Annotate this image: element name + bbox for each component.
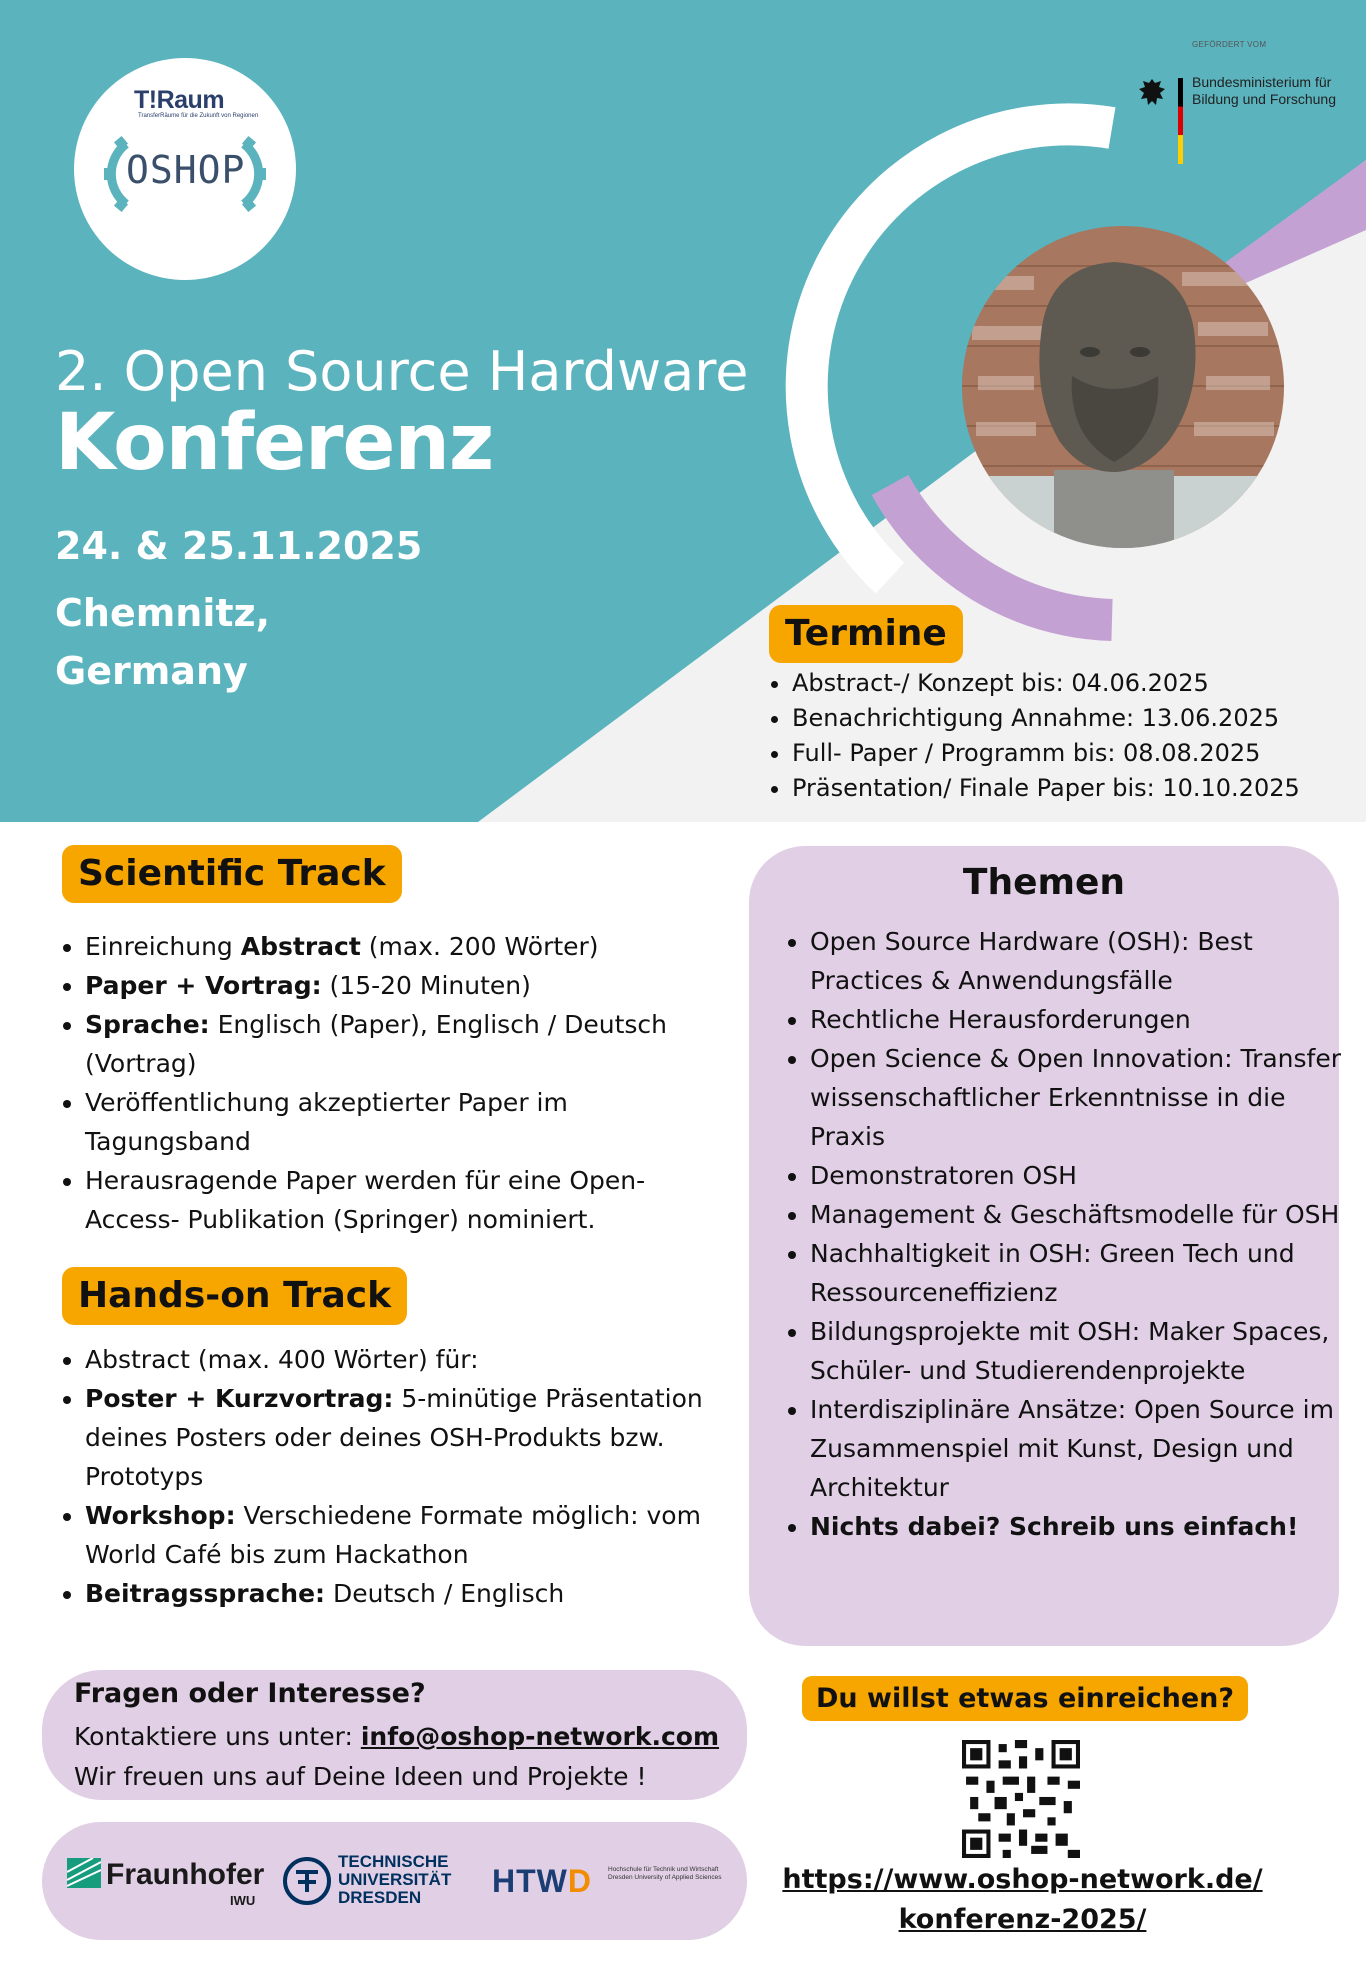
scientific-track-list: [62, 927, 725, 1239]
conference-date: 24. & 25.11.2025: [55, 524, 423, 568]
conference-location: Chemnitz, Germany: [55, 591, 271, 693]
list-item: • Demonstratoren OSH: [810, 1156, 1355, 1195]
themen-heading: Themen: [962, 862, 1126, 903]
tu-dresden-logo: TECHNISCHE UNIVERSITÄT DRESDEN: [338, 1852, 452, 1907]
list-item: • Abstract-/ Konzept bis: 04.06.2025: [792, 666, 1366, 701]
conference-url-link[interactable]: https://www.oshop-network.de/ konferenz-2025/: [782, 1864, 1263, 1935]
list-item: • Management & Geschäftsmodelle für OSH: [810, 1195, 1355, 1234]
hands-on-track-heading: Hands-on Track: [62, 1267, 407, 1325]
ministry-logo-text: Bundesministerium für Bildung und Forschung: [1192, 74, 1336, 107]
list-item: • Paper + Vortrag: (15-20 Minuten): [85, 966, 725, 1005]
tiraum-logo: T!Raum: [134, 86, 225, 114]
list-item: • Sprache: Englisch (Paper), Englisch / Deutsch (Vortrag): [85, 1005, 725, 1083]
list-item: • Herausragende Paper werden für eine Open-Access- Publikation (Springer) nominiert.: [85, 1161, 725, 1239]
karl-marx-monument-photo: [962, 226, 1284, 548]
termine-list: [772, 666, 1366, 806]
list-item: • Beitragssprache: Deutsch / Englisch: [85, 1574, 725, 1613]
conference-title-line2: Konferenz: [55, 398, 494, 488]
hands-on-track-list: [62, 1340, 725, 1613]
submit-heading: Du willst etwas einreichen?: [802, 1676, 1248, 1721]
list-item: • Präsentation/ Finale Paper bis: 10.10.2025: [792, 771, 1366, 806]
list-item: • Workshop: Verschiedene Formate möglich: vom World Café bis zum Hackathon: [85, 1496, 725, 1574]
themen-list: [787, 922, 1355, 1546]
list-item: • Nichts dabei? Schreib uns einfach!: [810, 1507, 1355, 1546]
htw-logo: HTWD: [492, 1863, 592, 1899]
funded-by-label: GEFÖRDERT VOM: [1192, 40, 1267, 49]
german-flag-bar: [1178, 78, 1183, 164]
scientific-track-heading: Scientific Track: [62, 845, 402, 903]
list-item: • Full- Paper / Programm bis: 08.08.2025: [792, 736, 1366, 771]
federal-eagle-icon: [1136, 76, 1168, 116]
contact-message: Wir freuen uns auf Deine Ideen und Projekte !: [74, 1762, 647, 1791]
tiraum-logo-subtitle: TransferRäume für die Zukunft von Regionen: [138, 113, 259, 119]
list-item: • Abstract (max. 400 Wörter) für:: [85, 1340, 725, 1379]
fraunhofer-logo-icon: [67, 1858, 101, 1888]
list-item: • Veröffentlichung akzeptierter Paper im Tagungsband: [85, 1083, 725, 1161]
conference-title-line1: 2. Open Source Hardware: [55, 340, 749, 403]
qr-code[interactable]: [962, 1740, 1080, 1858]
list-item: • Benachrichtigung Annahme: 13.06.2025: [792, 701, 1366, 736]
list-item: • Poster + Kurzvortrag: 5-minütige Präsentation deines Posters oder deines OSH-Produkts bzw. Prototyps: [85, 1379, 725, 1496]
list-item: • Rechtliche Herausforderungen: [810, 1000, 1355, 1039]
htw-logo-subtitle: Hochschule für Technik und Wirtschaft Dresden University of Applied Sciences: [608, 1866, 722, 1881]
fraunhofer-logo: Fraunhofer: [106, 1858, 265, 1891]
list-item: • Bildungsprojekte mit OSH: Maker Spaces, Schüler- und Studierendenprojekte: [810, 1312, 1355, 1390]
oshop-logo-text: OSHOP: [126, 148, 246, 192]
termine-heading: Termine: [769, 605, 963, 663]
tu-dresden-logo-icon: [282, 1856, 332, 1906]
list-item: • Open Science & Open Innovation: Transfer wissenschaftlicher Erkenntnisse in die Praxis: [810, 1039, 1355, 1156]
list-item: • Einreichung Abstract (max. 200 Wörter): [85, 927, 725, 966]
contact-line: Kontaktiere uns unter: info@oshop-network.com: [74, 1722, 720, 1751]
fraunhofer-unit: IWU: [230, 1893, 256, 1908]
list-item: • Nachhaltigkeit in OSH: Green Tech und Ressourceneffizienz: [810, 1234, 1355, 1312]
list-item: • Interdisziplinäre Ansätze: Open Source im Zusammenspiel mit Kunst, Design und Architektur: [810, 1390, 1355, 1507]
contact-heading: Fragen oder Interesse?: [74, 1678, 426, 1709]
email-link[interactable]: info@oshop-network.com: [360, 1722, 720, 1751]
list-item: • Open Source Hardware (OSH): Best Practices & Anwendungsfälle: [810, 922, 1355, 1000]
